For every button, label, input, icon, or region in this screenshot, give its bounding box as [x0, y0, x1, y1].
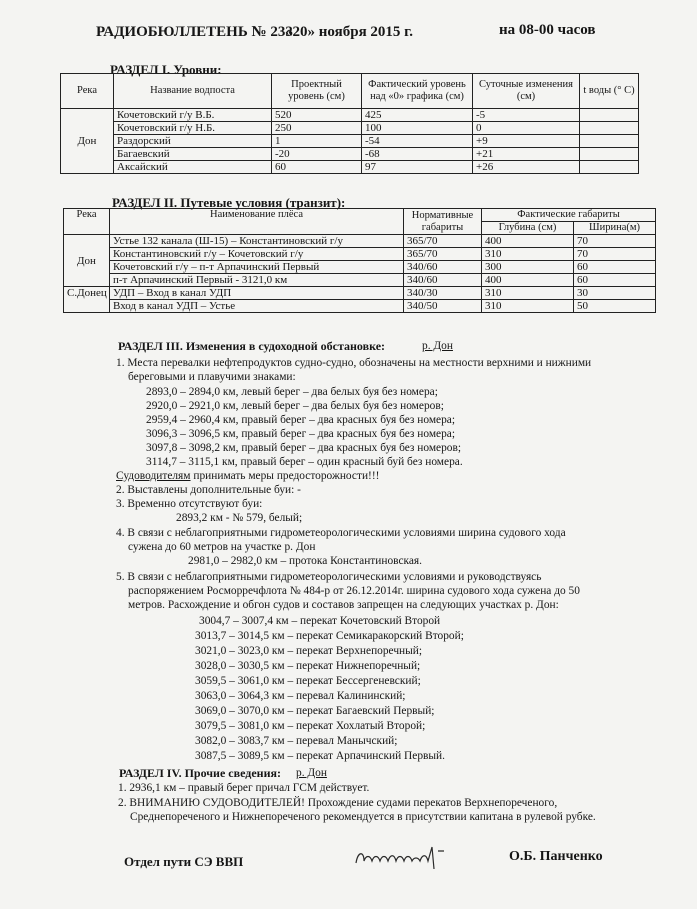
section-3-title: РАЗДЕЛ III. Изменения в судоходной обстановке: — [118, 339, 386, 353]
water-temp — [580, 161, 639, 174]
water-temp — [580, 148, 639, 161]
header-actual: Фактические габариты — [482, 209, 656, 222]
header-daily-change: Суточные изменения (см) — [473, 74, 580, 109]
table-row — [61, 135, 639, 148]
list-item: 3069,0 – 3070,0 км – перекат Багаевский Первый; — [195, 705, 435, 717]
post-name: Раздорский — [114, 135, 272, 148]
levels-table-header — [61, 74, 639, 109]
design-level: -20 — [272, 148, 362, 161]
water-temp — [580, 109, 639, 122]
department-name: Отдел пути СЭ ВВП — [124, 854, 244, 869]
header-depth: Глубина (см) — [482, 222, 574, 235]
list-item: 3096,3 – 3096,5 км, правый берег – два красных буя без номера; — [146, 428, 456, 440]
header-actual-level: Фактический уровень над «0» графика (см) — [362, 74, 473, 109]
stretch-name: Вход в канал УДП – Устье — [110, 300, 404, 313]
depth: 310 — [482, 248, 574, 261]
caution-line — [116, 469, 379, 483]
header-design-level: Проектный уровень (см) — [272, 74, 362, 109]
list-item: 3079,5 – 3081,0 км – перекат Хохлатый Второй; — [195, 720, 426, 732]
depth: 300 — [482, 261, 574, 274]
header-post-name: Название водпоста — [114, 74, 272, 109]
post-name: Багаевский — [114, 148, 272, 161]
width: 50 — [574, 300, 656, 313]
width: 60 — [574, 261, 656, 274]
table-row — [64, 235, 656, 248]
s3-item1-line1: 1. Места перевалки нефтепродуктов судно-судно, обозначены на местности верхними и нижними — [116, 357, 592, 369]
water-temp — [580, 135, 639, 148]
caution-word: Судоводителям — [116, 470, 191, 482]
list-item: 2959,4 – 2960,4 км, правый берег – два красных буя без номера; — [146, 414, 456, 426]
actual-level: 97 — [362, 161, 473, 174]
table-row — [61, 148, 639, 161]
transit-table — [63, 208, 656, 313]
river-cell: С.Донец — [64, 287, 110, 313]
normative: 340/50 — [404, 300, 482, 313]
table-row — [64, 274, 656, 287]
bulletin-time: на 08-00 часов — [499, 22, 596, 38]
water-temp — [580, 122, 639, 135]
s3-item1-line2: береговыми и плавучими знаками: — [128, 371, 296, 383]
daily-change: +26 — [473, 161, 580, 174]
header-river: Река — [61, 74, 114, 109]
normative: 365/70 — [404, 248, 482, 261]
list-item: 2920,0 – 2921,0 км, левый берег – два белых буя без номеров; — [146, 400, 444, 412]
depth: 400 — [482, 235, 574, 248]
normative: 340/60 — [404, 261, 482, 274]
s3-item4-line2: сужена до 60 метров на участке р. Дон — [128, 541, 316, 553]
list-item: 3021,0 – 3023,0 км – перекат Верхнепоречный; — [195, 645, 423, 657]
caution-rest: принимать меры предосторожности!!! — [190, 470, 380, 482]
section-3-river: р. Дон — [422, 340, 453, 352]
list-item: 3004,7 – 3007,4 км – перекат Кочетовский Второй — [199, 615, 441, 627]
width: 60 — [574, 274, 656, 287]
design-level: 250 — [272, 122, 362, 135]
stretch-name: УДП – Вход в канал УДП — [110, 287, 404, 300]
width: 70 — [574, 235, 656, 248]
actual-level: 425 — [362, 109, 473, 122]
normative: 340/60 — [404, 274, 482, 287]
table-row — [64, 300, 656, 313]
header-water-temp: t воды (° С) — [580, 74, 639, 109]
stretch-name: Константиновский г/у – Кочетовский г/у — [110, 248, 404, 261]
section-4-river: р. Дон — [296, 767, 327, 779]
depth: 310 — [482, 287, 574, 300]
transit-table-header — [64, 209, 656, 222]
s3-item4-line1: 4. В связи с неблагоприятными гидрометеорологическими условиями ширина судового хода — [116, 527, 566, 539]
handwritten-signature — [352, 843, 452, 877]
header-width: Ширина(м) — [574, 222, 656, 235]
s3-item5-line3: метров. Расхождение и обгон судов и составов запрещен на следующих участках р. Дон: — [128, 599, 559, 611]
s4-item2-line1: 2. ВНИМАНИЮ СУДОВОДИТЕЛЕЙ! Прохождение судами перекатов Верхнепореченого, — [118, 797, 558, 809]
s3-item2: 2. Выставлены дополнительные буи: - — [116, 484, 301, 496]
river-cell: Дон — [64, 235, 110, 287]
table-row — [61, 161, 639, 174]
section-4-title: РАЗДЕЛ IV. Прочие сведения: — [119, 766, 281, 780]
post-name: Кочетовский г/у В.Б. — [114, 109, 272, 122]
list-item: 3082,0 – 3083,7 км – перевал Манычский; — [195, 735, 398, 747]
river-cell: Дон — [61, 109, 114, 174]
list-item: 3087,5 – 3089,5 км – перекат Арпачинский Первый. — [195, 750, 445, 762]
design-level: 1 — [272, 135, 362, 148]
width: 70 — [574, 248, 656, 261]
actual-level: -54 — [362, 135, 473, 148]
header-stretch-name: Наименование плёса — [110, 209, 404, 235]
post-name: Аксайский — [114, 161, 272, 174]
list-item: 2893,0 – 2894,0 км, левый берег – два белых буя без номера; — [146, 386, 438, 398]
header-river: Река — [64, 209, 110, 235]
design-level: 60 — [272, 161, 362, 174]
normative: 365/70 — [404, 235, 482, 248]
table-row — [61, 109, 639, 122]
s4-item2-line2: Среднепореченого и Нижнепореченого рекомендуется в присутствии капитана в рулевой рубке. — [130, 811, 596, 823]
s3-item5-line2: распоряжением Росморречфлота № 484-р от 26.12.2014г. ширина судового хода сужена до 50 — [128, 585, 580, 597]
s3-item5-line1: 5. В связи с неблагоприятными гидрометеорологическими условиями и руководствуясь — [116, 571, 542, 583]
table-row — [64, 287, 656, 300]
list-item: 3097,8 – 3098,2 км, правый берег – два красных буя без номеров; — [146, 442, 462, 454]
stretch-name: Кочетовский г/у – п-т Арпачинский Первый — [110, 261, 404, 274]
list-item: 3063,0 – 3064,3 км – перевал Калининский; — [195, 690, 406, 702]
table-row — [64, 248, 656, 261]
table-row — [61, 122, 639, 135]
width: 30 — [574, 287, 656, 300]
section-1-title: РАЗДЕЛ I. Уровни: — [110, 62, 222, 77]
daily-change: -5 — [473, 109, 580, 122]
header-normative: Нормативные габариты — [404, 209, 482, 235]
list-item: 2981,0 – 2982,0 км – протока Константиновская. — [188, 555, 423, 567]
actual-level: -68 — [362, 148, 473, 161]
signatory-name: О.Б. Панченко — [509, 849, 603, 864]
daily-change: +21 — [473, 148, 580, 161]
list-item: 3114,7 – 3115,1 км, правый берег – один красный буй без номера. — [146, 456, 463, 468]
daily-change: 0 — [473, 122, 580, 135]
depth: 400 — [482, 274, 574, 287]
list-item: 3059,5 – 3061,0 км – перекат Бессергеневский; — [195, 675, 421, 687]
normative: 340/30 — [404, 287, 482, 300]
stretch-name: п-т Арпачинский Первый - 3121,0 км — [110, 274, 404, 287]
list-item: 3028,0 – 3030,5 км – перекат Нижнепоречный; — [195, 660, 421, 672]
s3-item3: 3. Временно отсутствуют буи: — [116, 498, 263, 510]
section-2-title: РАЗДЕЛ II. Путевые условия (транзит): — [112, 195, 346, 210]
stretch-name: Устье 132 канала (Ш-15) – Константиновский г/у — [110, 235, 404, 248]
signature-icon — [352, 843, 452, 873]
daily-change: +9 — [473, 135, 580, 148]
design-level: 520 — [272, 109, 362, 122]
levels-table — [60, 73, 639, 174]
table-row — [64, 261, 656, 274]
list-item: 3013,7 – 3014,5 км – перекат Семикаракорский Второй; — [195, 630, 464, 642]
list-item: 2893,2 км - № 579, белый; — [176, 512, 303, 524]
depth: 310 — [482, 300, 574, 313]
bulletin-title: РАДИОБЮЛЛЕТЕНЬ № 233 — [96, 24, 293, 40]
actual-level: 100 — [362, 122, 473, 135]
s4-item1: 1. 2936,1 км – правый берег причал ГСМ действует. — [118, 782, 370, 794]
post-name: Кочетовский г/у Н.Б. — [114, 122, 272, 135]
bulletin-date: «20» ноября 2015 г. — [285, 24, 414, 40]
